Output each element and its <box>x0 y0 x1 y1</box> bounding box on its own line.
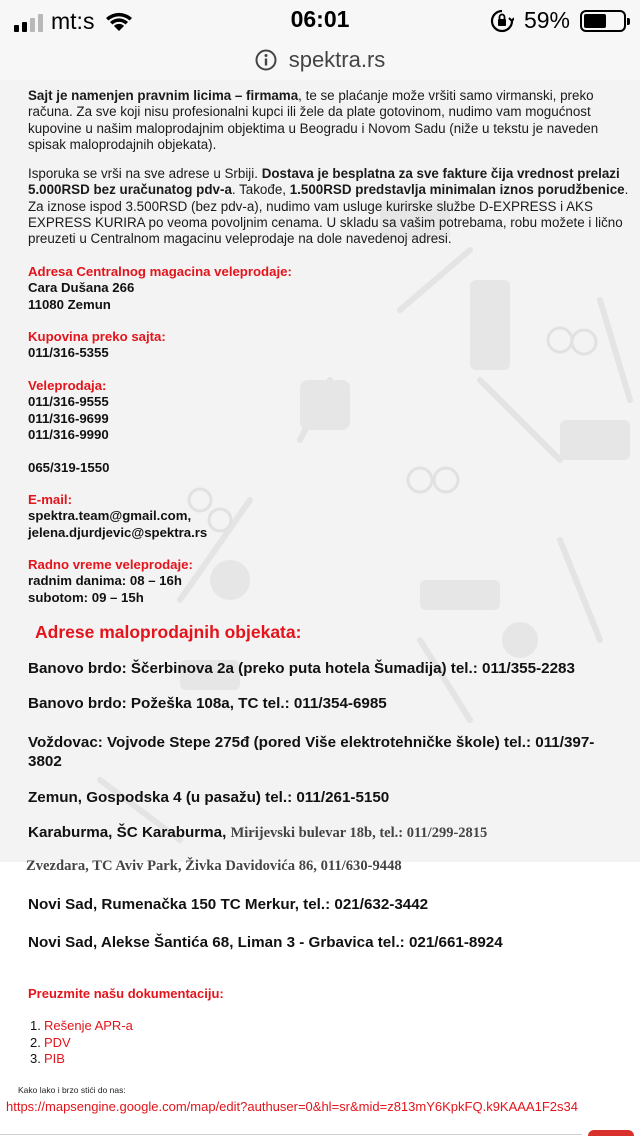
hours-saturday: subotom: 09 – 15h <box>28 589 144 605</box>
email-block <box>28 492 207 541</box>
documents-title: Preuzmite našu dokumentaciju: <box>28 986 224 1001</box>
intro-p1-text: , te se plaćanje može vršiti samo virmanski, preko računa. Za sve koji nisu profesionalni kupci ili žele da plate gotovinom, nudimo vam mogućnost kupovine u našim maloprodajnim objektima u Beogradu i Novom Sadu (niže u tekstu je naveden spisak maloprodajnih objekata). <box>28 88 599 152</box>
battery-percent: 59% <box>523 7 570 33</box>
document-number: 2. <box>30 1034 41 1050</box>
intro-p2-d: 1.500RSD predstavlja minimalan iznos porudžbenice <box>289 182 625 198</box>
wholesale-phone: 011/316-9990 <box>28 426 109 442</box>
store-item: Zemun, Gospodska 4 (u pasažu) tel.: 011/261-5150 <box>28 789 390 806</box>
store-item: Zvezdara, TC Aviv Park, Živka Davidovića 86, 011/630-9448 <box>26 858 402 874</box>
document-number: 3. <box>30 1051 41 1066</box>
intro-p1-bold: Sajt je namenjen pravnim licima – firmama <box>28 88 299 103</box>
email-address: spektra.team@gmail.com, <box>28 508 192 524</box>
wholesale-block <box>28 378 109 443</box>
site-host: spektra.rs <box>288 47 386 72</box>
hours-label: Radno vreme veleprodaje: <box>28 557 193 572</box>
wholesale-phone: 011/316-9555 <box>28 394 109 410</box>
intro-p2-a: Isporuka se vrši na sve adrese u Srbiji. <box>28 166 262 181</box>
document-item[interactable] <box>30 1035 133 1052</box>
map-link[interactable]: https://mapsengine.google.com/map/edit?authuser=0&hl=sr&mid=z813mY6KpkFQ.k9KAAA1F2s34 <box>6 1099 578 1114</box>
directions-text: Kako lako i brzo stići do nas: <box>18 1085 126 1095</box>
online-phone: 011/316-5355 <box>28 345 109 361</box>
store-karaburma-address: Mirijevski bulevar 18b, tel.: 011/299-2815 <box>230 825 488 841</box>
clock: 06:01 <box>290 6 350 32</box>
store-item: Voždovac: Vojvode Stepe 275đ (pored Više elektrotehničke škole) tel.: 011/397-3802 <box>28 734 595 770</box>
document-item[interactable] <box>30 1051 133 1068</box>
intro-paragraph-1 <box>6 88 632 153</box>
divider <box>0 1134 582 1135</box>
page-content <box>0 80 640 1136</box>
rotation-lock-icon <box>490 9 514 33</box>
wholesale-label: Veleprodaja: <box>28 378 107 393</box>
warehouse-city: 11080 Zemun <box>28 296 111 312</box>
warehouse-block <box>28 264 292 313</box>
store-karaburma-name: Karaburma, ŠC Karaburma, <box>28 824 231 841</box>
wholesale-phone: 011/316-9699 <box>28 410 109 426</box>
document-link[interactable]: Rešenje APR-a <box>44 1018 133 1033</box>
intro-p2-b: Dostava je besplatna za sve fakture čija vrednost prelazi 5.000RSD bez uračunatog pdv-a <box>28 166 620 198</box>
store-item: Banovo brdo: Ščerbinova 2a (preko puta hotela Šumadija) tel.: 011/355-2283 <box>28 660 575 677</box>
retail-section-title: Adrese maloprodajnih objekata: <box>35 622 302 642</box>
intro-p2-c: . Takođe, <box>231 182 290 198</box>
store-item: Novi Sad, Alekse Šantića 68, Liman 3 - Grbavica tel.: 021/661-8924 <box>28 934 503 951</box>
document-item[interactable] <box>30 1018 133 1035</box>
intro-p2-e: . Za iznose ispod 3.500RSD (bez pdv-a), nudimo vam usluge kurirske službe D-EXPRESS i AKS EXPRESS KURIRA po veoma povoljnim cenama. U skladu sa vašim potrebama, robu možete i lično preuzeti u Centralnom magacinu veleprodaje na dole navedenoj adresi. <box>28 182 629 247</box>
online-block <box>28 329 166 362</box>
documents-list <box>30 1018 133 1068</box>
email-address: jelena.djurdjevic@spektra.rs <box>28 524 208 540</box>
battery-icon <box>580 10 626 32</box>
store-item: Novi Sad, Rumenačka 150 TC Merkur, tel.: 021/632-3442 <box>28 896 429 913</box>
info-icon[interactable] <box>255 49 277 71</box>
address-bar[interactable] <box>0 40 640 80</box>
document-link[interactable]: PDV <box>44 1034 71 1050</box>
warehouse-label: Adresa Centralnog magacina veleprodaje: <box>28 264 292 279</box>
document-link[interactable]: PIB <box>44 1051 65 1066</box>
document-number: 1. <box>30 1018 41 1033</box>
hours-block <box>28 557 193 606</box>
online-label: Kupovina preko sajta: <box>28 329 166 344</box>
hours-weekdays: radnim danima: 08 – 16h <box>28 573 182 589</box>
store-item <box>28 823 628 843</box>
store-item: Banovo brdo: Požeška 108a, TC tel.: 011/354-6985 <box>28 695 387 712</box>
email-label: E-mail: <box>28 492 72 507</box>
warehouse-street: Cara Dušana 266 <box>28 280 135 296</box>
wholesale-mobile: 065/319-1550 <box>28 460 110 475</box>
status-bar <box>0 0 640 40</box>
floating-button[interactable] <box>588 1130 634 1136</box>
carrier-name: mt:s <box>51 8 95 34</box>
intro-paragraph-2 <box>6 166 632 247</box>
